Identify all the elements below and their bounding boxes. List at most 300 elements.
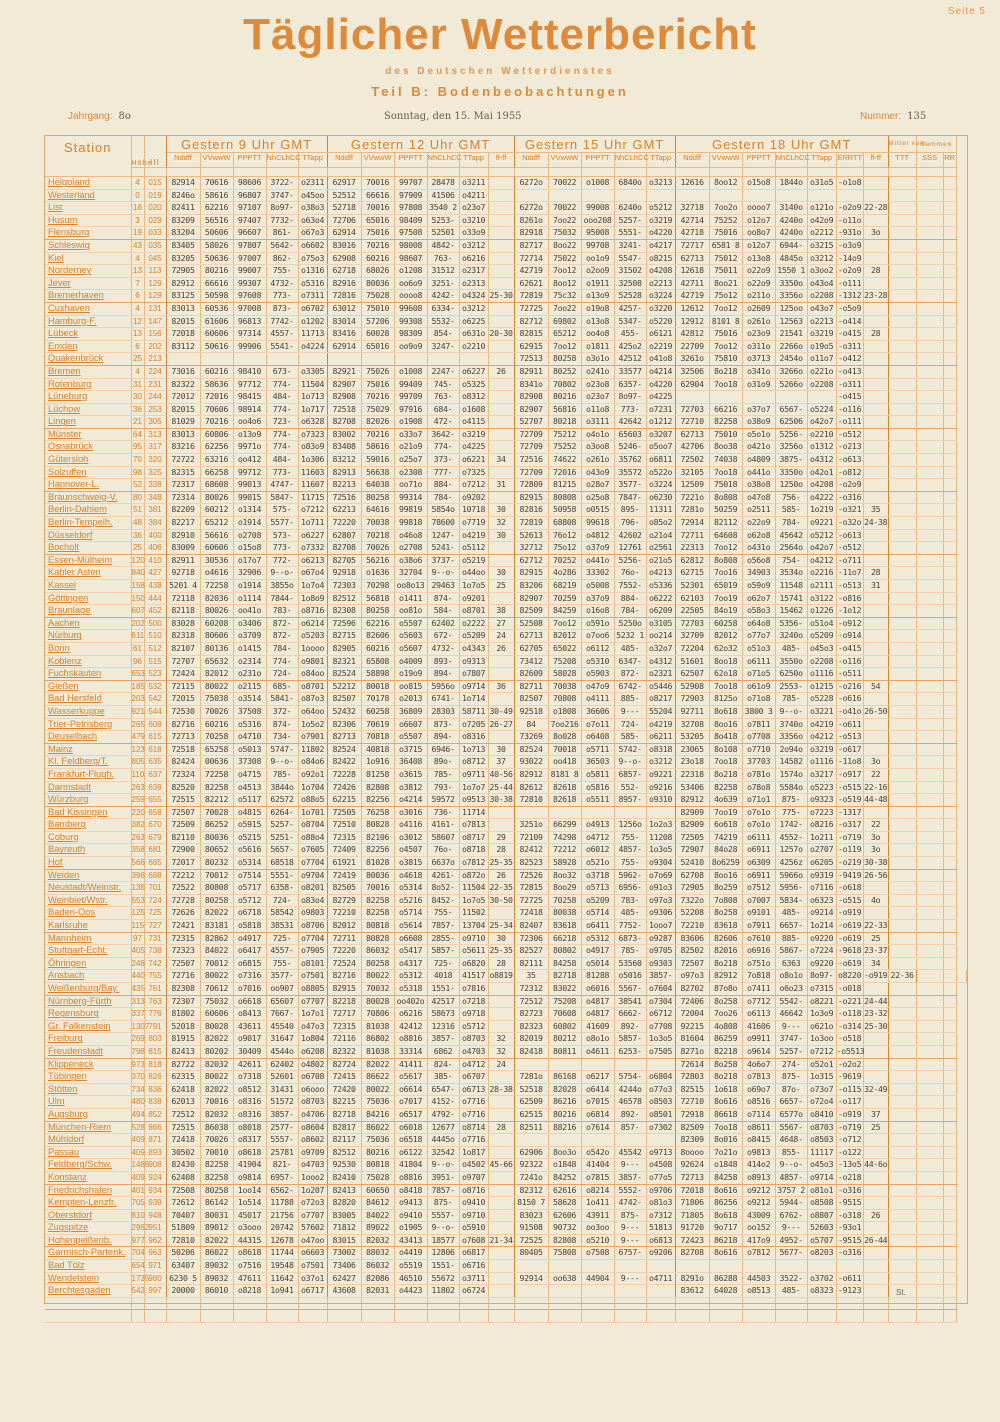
obs-9-value: o7905 <box>298 945 327 958</box>
obs-12-value: 80258 <box>361 605 394 618</box>
station-number: 244 <box>144 391 166 404</box>
obs-12-value: o7218 <box>459 995 488 1008</box>
mean-value <box>888 605 916 618</box>
obs-18-value: 35 <box>863 504 888 517</box>
obs-12-value: oooo8 <box>394 290 427 303</box>
obs-12-value: 11802 <box>427 1285 459 1298</box>
obs-12-value: 72303 <box>327 580 361 593</box>
obs-9-value: 84022 <box>200 945 233 958</box>
obs-15-value: 32712 <box>514 542 548 555</box>
obs-15-value: 7oo12 <box>548 265 581 278</box>
obs-15-value: 70259 <box>548 592 581 605</box>
obs-12-value: 26 <box>488 365 514 378</box>
obs-9-value: 62013 <box>166 1096 200 1109</box>
obs-18-value: o42o7 <box>807 416 836 429</box>
obs-15-value: 44904 <box>581 1272 614 1285</box>
sum-value <box>916 668 943 681</box>
obs-18-value <box>709 189 742 202</box>
obs-18-value: o9220 <box>807 932 836 945</box>
station-number: 253 <box>144 403 166 416</box>
obs-9-value: 685- <box>266 680 298 693</box>
obs-18-value: -o611 <box>836 1272 863 1285</box>
obs-12-value: 82907 <box>327 378 361 391</box>
rr-value <box>943 1285 956 1298</box>
obs-9-value: 1o207 <box>298 1184 327 1197</box>
obs-15-value: 4257- <box>614 302 646 315</box>
obs-12-value: o4419 <box>394 1247 427 1260</box>
obs-12-value: 83416 <box>327 328 361 341</box>
obs-15-value: 51813 <box>646 1222 675 1235</box>
obs-18-value: 6363 <box>775 957 807 970</box>
obs-12-value: 82916 <box>327 277 361 290</box>
obs-9-value: o6214 <box>298 617 327 630</box>
sum-value <box>916 542 943 555</box>
obs-9-value: 484- <box>266 391 298 404</box>
sum-value <box>916 768 943 781</box>
obs-15-value: o5713 <box>581 882 614 895</box>
obs-9-value: o9801 <box>298 655 327 668</box>
obs-15-value: o3212 <box>646 756 675 769</box>
obs-9-value: 5657- <box>266 844 298 857</box>
obs-18-value: o78o8 <box>742 781 775 794</box>
station-height: 370 <box>131 1071 144 1084</box>
obs-9-value: o6718 <box>233 907 266 920</box>
obs-15-value: 82323 <box>514 1020 548 1033</box>
obs-15-value: 70252 <box>548 554 581 567</box>
sum-value <box>916 806 943 819</box>
obs-15-value: 8o028 <box>548 731 581 744</box>
obs-9-value: o8317 <box>233 1134 266 1147</box>
obs-15-value: 52528 <box>614 290 646 303</box>
obs-15-value: o5714 <box>581 907 614 920</box>
obs-18-value: 91720 <box>675 1222 709 1235</box>
obs-15-value: o85o2 <box>646 517 675 530</box>
sum-value <box>916 1171 943 1184</box>
obs-9-value: 783- <box>266 605 298 618</box>
obs-18-value: 4o6o7 <box>742 1058 775 1071</box>
station-number: 725 <box>144 907 166 920</box>
obs-18-value: o11o7 <box>807 353 836 366</box>
obs-15-value: 82918 <box>514 227 548 240</box>
obs-18-value: 82258 <box>709 416 742 429</box>
summary-subheader: RR <box>943 153 956 168</box>
obs-9-value: 5642- <box>266 239 298 252</box>
obs-9-value: 5557- <box>266 1134 298 1147</box>
station-number: 761 <box>144 983 166 996</box>
obs-18-value: o9214 <box>807 907 836 920</box>
obs-15-value: o97o3 <box>675 970 709 983</box>
obs-12-value: o3211 <box>459 177 488 190</box>
obs-18-value: 785- <box>775 693 807 706</box>
table-row <box>45 454 967 467</box>
sum-value <box>916 592 943 605</box>
obs-12-value: 59016 <box>361 454 394 467</box>
obs-15-value: o9310 <box>646 794 675 807</box>
g9-subheader: VVwwW <box>200 153 233 168</box>
obs-15-value: 72714 <box>514 252 548 265</box>
obs-12-value: 1o817 <box>459 1146 488 1159</box>
rr-value <box>943 479 956 492</box>
obs-15-value: o91o3 <box>646 882 675 895</box>
obs-9-value: 774- <box>266 441 298 454</box>
obs-18-value: 72918 <box>675 1108 709 1121</box>
mean-value <box>888 642 916 655</box>
obs-9-value: 862- <box>266 252 298 265</box>
mean-value <box>888 328 916 341</box>
obs-9-value: 80606 <box>200 630 233 643</box>
station-height: 401 <box>131 1184 144 1197</box>
obs-18-value: 8o6259 <box>709 857 742 870</box>
table-row <box>45 302 967 315</box>
station-number: 871 <box>144 1134 166 1147</box>
sum-value <box>916 655 943 668</box>
station-name: München-Riem <box>45 1121 131 1134</box>
table-row <box>45 1234 967 1247</box>
table-row <box>45 1121 967 1134</box>
mean-value <box>888 617 916 630</box>
obs-15-value: 82609 <box>514 668 548 681</box>
obs-15-value: o6211 <box>646 731 675 744</box>
rr-value <box>943 416 956 429</box>
station-number: 776 <box>144 1008 166 1021</box>
unit-cell <box>775 168 807 177</box>
obs-18-value: o5228 <box>807 693 836 706</box>
obs-12-value <box>488 1171 514 1184</box>
obs-9-value: 83204 <box>166 227 200 240</box>
obs-15-value <box>646 806 675 819</box>
obs-15-value: 8957- <box>614 794 646 807</box>
table-row <box>45 1096 967 1109</box>
obs-12-value: o6122 <box>394 1146 427 1159</box>
obs-12-value: 1o7o7 <box>459 781 488 794</box>
obs-9-value: 72810 <box>166 1234 200 1247</box>
obs-12-value: 9--o- <box>427 567 459 580</box>
obs-9-value: 3855o <box>266 580 298 593</box>
obs-15-value: o6811 <box>646 454 675 467</box>
obs-18-value: o6323 <box>807 894 836 907</box>
obs-15-value: 55204 <box>646 705 675 718</box>
obs-9-value: 821- <box>266 1159 298 1172</box>
obs-12-value: o5507 <box>394 617 427 630</box>
obs-9-value: 82258 <box>200 781 233 794</box>
mean-value <box>888 189 916 202</box>
obs-18-value: 875- <box>775 794 807 807</box>
mean-value <box>888 567 916 580</box>
obs-12-value: o2210 <box>459 340 488 353</box>
obs-15-value: o6121 <box>646 328 675 341</box>
obs-15-value: 82111 <box>514 957 548 970</box>
obs-12-value: 45-66 <box>488 1159 514 1172</box>
obs-9-value: o2115 <box>233 680 266 693</box>
obs-15-value: 4857- <box>614 844 646 857</box>
table-row <box>45 214 967 227</box>
table-row <box>45 605 967 618</box>
obs-15-value: 83618 <box>548 920 581 933</box>
table-row <box>45 743 967 756</box>
obs-12-value: 52212 <box>327 680 361 693</box>
obs-9-value: o67o3 <box>298 227 327 240</box>
obs-18-value: 71805 <box>675 1209 709 1222</box>
obs-15-value: 35762 <box>614 454 646 467</box>
obs-12-value: 65016 <box>361 214 394 227</box>
empty-cell <box>614 1297 646 1310</box>
obs-18-value: o37o7 <box>742 403 775 416</box>
obs-12-value: 70806 <box>361 1008 394 1021</box>
obs-9-value: 99307 <box>233 277 266 290</box>
obs-9-value: o6603 <box>298 1247 327 1260</box>
obs-18-value: 74038 <box>709 454 742 467</box>
obs-9-value: o8805 <box>298 983 327 996</box>
obs-15-value: o6813 <box>646 1234 675 1247</box>
obs-15-value: 8oo32 <box>548 869 581 882</box>
unit-cell <box>488 168 514 177</box>
station-height: 4 <box>131 365 144 378</box>
obs-18-value: o12o7 <box>742 239 775 252</box>
obs-12-value: 82258 <box>361 894 394 907</box>
station-height: 13 <box>131 328 144 341</box>
table-row <box>45 466 967 479</box>
obs-12-value: oo815 <box>394 680 427 693</box>
obs-12-value <box>427 353 459 366</box>
obs-12-value: 70218 <box>361 529 394 542</box>
mean-value <box>888 831 916 844</box>
obs-12-value: 86622 <box>361 1071 394 1084</box>
table-row <box>45 617 967 630</box>
obs-12-value: 80018 <box>361 680 394 693</box>
obs-9-value: o45oo <box>298 189 327 202</box>
obs-12-value: o6608 <box>394 932 427 945</box>
obs-12-value: 99409 <box>394 378 427 391</box>
obs-12-value: 72228 <box>327 768 361 781</box>
obs-9-value: 5577- <box>266 517 298 530</box>
obs-12-value: 82213 <box>327 479 361 492</box>
obs-15-value: 5857- <box>614 1033 646 1046</box>
obs-9-value: 20000 <box>166 1285 200 1298</box>
obs-12-value: o4703 <box>459 1045 488 1058</box>
obs-9-value: 82911 <box>166 554 200 567</box>
obs-12-value: 72409 <box>327 844 361 857</box>
obs-15-value: 68219 <box>548 580 581 593</box>
obs-12-value <box>488 1197 514 1210</box>
obs-12-value: o7017 <box>394 1096 427 1109</box>
sum-value <box>916 416 943 429</box>
obs-9-value: 11607 <box>298 479 327 492</box>
obs-18-value: 26 <box>863 1209 888 1222</box>
obs-15-value: 83206 <box>514 580 548 593</box>
obs-18-value: -o316 <box>836 491 863 504</box>
obs-12-value: 55672 <box>427 1272 459 1285</box>
station-height: 13 <box>131 265 144 278</box>
obs-9-value: 72212 <box>166 869 200 882</box>
obs-9-value: 83112 <box>166 340 200 353</box>
obs-12-value: 82022 <box>361 1058 394 1071</box>
obs-12-value: 3251- <box>427 277 459 290</box>
rr-value <box>943 844 956 857</box>
obs-18-value: -o11o <box>836 214 863 227</box>
obs-15-value: 773- <box>614 403 646 416</box>
obs-15-value: o7508 <box>581 1247 614 1260</box>
obs-9-value: 25781 <box>266 1146 298 1159</box>
obs-12-value: 60258 <box>361 705 394 718</box>
sum-value <box>916 1146 943 1159</box>
obs-15-value: o11o8 <box>581 403 614 416</box>
station-number: 129 <box>144 290 166 303</box>
obs-18-value: o47o8 <box>742 491 775 504</box>
obs-18-value <box>863 302 888 315</box>
table-row <box>45 1197 967 1210</box>
rr-value <box>943 554 956 567</box>
obs-18-value: 75010 <box>709 428 742 441</box>
obs-12-value: 4242- <box>427 290 459 303</box>
obs-9-value: 81802 <box>166 1008 200 1021</box>
obs-12-value <box>488 277 514 290</box>
empty-cell <box>200 1310 233 1323</box>
obs-12-value: 72415 <box>327 1071 361 1084</box>
obs-18-value: o5223 <box>807 781 836 794</box>
obs-9-value: 73016 <box>166 365 200 378</box>
obs-15-value: 5347- <box>614 315 646 328</box>
obs-9-value: 82217 <box>166 517 200 530</box>
table-row <box>45 1184 967 1197</box>
obs-18-value: o45o3 <box>807 642 836 655</box>
obs-18-value: -o018 <box>836 983 863 996</box>
table-row <box>45 1260 967 1273</box>
table-row <box>45 794 967 807</box>
sum-value <box>916 1222 943 1235</box>
rr-value <box>956 970 966 983</box>
obs-9-value: 72507 <box>166 957 200 970</box>
mean-value <box>888 239 916 252</box>
obs-12-value: o38o6 <box>394 554 427 567</box>
obs-9-value: 734- <box>266 731 298 744</box>
obs-15-value: o77o3 <box>646 1083 675 1096</box>
obs-9-value: 72722 <box>166 454 200 467</box>
obs-12-value: o7205 <box>459 718 488 731</box>
obs-12-value: o4225 <box>459 441 488 454</box>
obs-9-value: o6708 <box>298 1071 327 1084</box>
station-name: Schleswig <box>45 239 131 252</box>
obs-15-value: o6112 <box>581 642 614 655</box>
table-row <box>45 227 967 240</box>
obs-12-value: 99707 <box>394 177 427 190</box>
obs-12-value: 99709 <box>394 391 427 404</box>
obs-15-value: 485- <box>614 907 646 920</box>
obs-12-value <box>488 428 514 441</box>
obs-9-value: oo41o <box>233 605 266 618</box>
obs-15-value <box>614 806 646 819</box>
station-height: 36 <box>131 529 144 542</box>
table-row <box>45 340 967 353</box>
obs-9-value: 72017 <box>166 857 200 870</box>
obs-12-value: o1908 <box>394 416 427 429</box>
obs-12-value: o7325 <box>459 466 488 479</box>
obs-12-value: 2247- <box>427 365 459 378</box>
mean-value <box>888 378 916 391</box>
obs-12-value: 75028 <box>361 1171 394 1184</box>
obs-15-value: 1256o <box>614 819 646 832</box>
obs-15-value: 3857- <box>646 970 675 983</box>
obs-12-value: 72116 <box>327 1033 361 1046</box>
obs-18-value: o2208 <box>807 655 836 668</box>
empty-cell <box>863 1297 888 1310</box>
obs-15-value: 82511 <box>514 1121 548 1134</box>
obs-18-value: 72803 <box>675 1071 709 1084</box>
obs-9-value: 83013 <box>166 428 200 441</box>
obs-15-value: 82815 <box>514 328 548 341</box>
obs-18-value: 72710 <box>675 416 709 429</box>
sum-value <box>916 290 943 303</box>
obs-15-value: 1o2o3 <box>646 819 675 832</box>
station-number: 742 <box>144 957 166 970</box>
sum-value <box>916 517 943 530</box>
obs-9-value: 11802 <box>298 743 327 756</box>
station-number: 791 <box>144 1020 166 1033</box>
obs-12-value: 72315 <box>327 831 361 844</box>
table-row <box>45 428 967 441</box>
obs-15-value: o5008 <box>581 580 614 593</box>
obs-12-value: 86032 <box>361 1260 394 1273</box>
obs-15-value: 62712 <box>514 554 548 567</box>
obs-18-value <box>863 1071 888 1084</box>
obs-18-value: o421o <box>742 441 775 454</box>
obs-12-value <box>488 1209 514 1222</box>
obs-12-value: o8816 <box>394 1171 427 1184</box>
obs-9-value: 52601 <box>266 1071 298 1084</box>
obs-12-value: 83015 <box>327 1234 361 1247</box>
obs-18-value: 7oo18 <box>709 680 742 693</box>
sum-value <box>916 403 943 416</box>
obs-18-value <box>863 1146 888 1159</box>
obs-12-value: 28 <box>488 957 514 970</box>
obs-12-value: 37 <box>488 756 514 769</box>
obs-15-value: o7604 <box>646 983 675 996</box>
obs-12-value: 70818 <box>361 731 394 744</box>
mean-value <box>888 882 916 895</box>
obs-12-value: o4116 <box>394 819 427 832</box>
obs-9-value: 51809 <box>166 1222 200 1235</box>
obs-9-value: o9704 <box>298 869 327 882</box>
obs-9-value: 724- <box>266 668 298 681</box>
empty-cell <box>394 1297 427 1310</box>
obs-12-value: 70619 <box>361 718 394 731</box>
obs-15-value: 82507 <box>514 693 548 706</box>
empty-cell <box>361 1297 394 1310</box>
station-number: 997 <box>144 1285 166 1298</box>
obs-15-value: o542o <box>581 1146 614 1159</box>
obs-18-value: 12618 <box>675 265 709 278</box>
obs-18-value: 3o <box>863 831 888 844</box>
station-height: 2962 <box>131 1222 144 1235</box>
mean-value <box>888 302 916 315</box>
station-height: 97 <box>131 932 144 945</box>
obs-12-value: 99608 <box>394 302 427 315</box>
obs-12-value: o6724 <box>459 1285 488 1298</box>
obs-12-value: 63012 <box>327 302 361 315</box>
obs-9-value: 82322 <box>166 378 200 391</box>
obs-12-value: 82820 <box>327 1197 361 1210</box>
obs-12-value: 73406 <box>327 1260 361 1273</box>
obs-18-value: 72004 <box>675 1008 709 1021</box>
station-name: Augsburg <box>45 1108 131 1121</box>
rr-value <box>943 617 956 630</box>
obs-18-value: -o619 <box>836 957 863 970</box>
obs-15-value: 82717 <box>514 239 548 252</box>
obs-15-value: 62705 <box>514 642 548 655</box>
obs-9-value: 70016 <box>200 1096 233 1109</box>
obs-12-value: 4261- <box>427 869 459 882</box>
obs-15-value: 75032 <box>548 227 581 240</box>
obs-9-value: 1o5o2 <box>298 718 327 731</box>
